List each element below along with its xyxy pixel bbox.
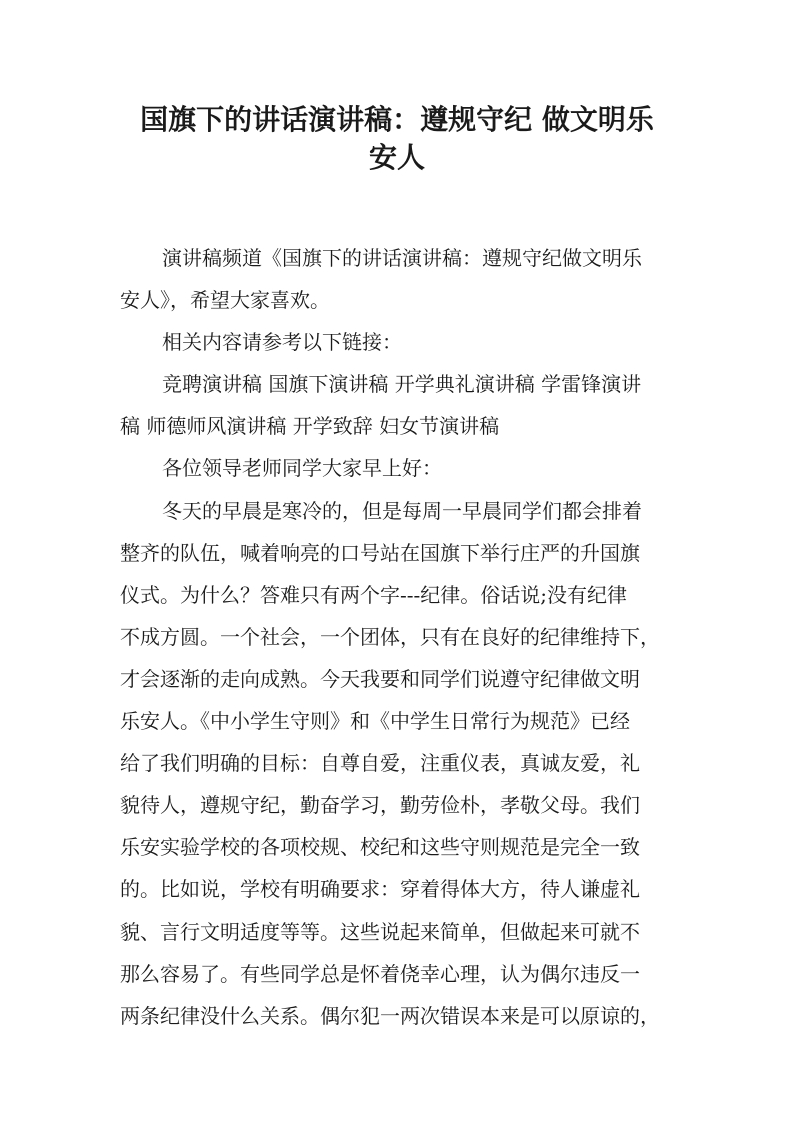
paragraph-line: 乐安实验学校的各项校规、校纪和这些守则规范是完全一致 xyxy=(120,835,640,860)
paragraph xyxy=(120,366,680,450)
paragraph-line: 稿 师德师风演讲稿 开学致辞 妇女节演讲稿 xyxy=(120,414,500,439)
document-title-line-1: 国旗下的讲话演讲稿：遵规守纪 做文明乐 xyxy=(140,103,654,136)
paragraph-line: 不成方圆。一个社会，一个团体，只有在良好的纪律维持下， xyxy=(120,624,660,649)
paragraph-line: 貌待人，遵规守纪，勤奋学习，勤劳俭朴，孝敬父母。我们 xyxy=(120,793,640,818)
paragraph-line: 的。比如说，学校有明确要求：穿着得体大方，待人谦虚礼 xyxy=(120,877,640,902)
paragraph-line: 那么容易了。有些同学总是怀着侥幸心理，认为偶尔违反一 xyxy=(120,961,640,986)
paragraph-line: 才会逐渐的走向成熟。今天我要和同学们说遵守纪律做文明 xyxy=(120,666,640,691)
document-body xyxy=(120,240,680,1040)
paragraph-line: 两条纪律没什么关系。偶尔犯一两次错误本来是可以原谅的， xyxy=(120,1003,660,1028)
paragraph-line: 安人》，希望大家喜欢。 xyxy=(120,288,330,313)
paragraph-line: 各位领导老师同学大家早上好： xyxy=(162,456,442,481)
paragraph-line: 冬天的早晨是寒冷的，但是每周一早晨同学们都会排着 xyxy=(162,498,642,523)
paragraph-line: 竞聘演讲稿 国旗下演讲稿 开学典礼演讲稿 学雷锋演讲 xyxy=(162,372,642,397)
paragraph xyxy=(120,324,680,366)
paragraph-line: 乐安人。《中小学生守则》和《中学生日常行为规范》已经 xyxy=(120,709,630,734)
paragraph-line: 给了我们明确的目标：自尊自爱，注重仪表，真诚友爱，礼 xyxy=(120,751,640,776)
paragraph-line: 貌、言行文明适度等等。这些说起来简单，但做起来可就不 xyxy=(120,919,640,944)
paragraph xyxy=(120,450,680,492)
paragraph-line: 仪式。为什么？答难只有两个字---纪律。俗话说;没有纪律 xyxy=(120,582,628,607)
paragraph-line: 演讲稿频道《国旗下的讲话演讲稿：遵规守纪做文明乐 xyxy=(162,246,642,270)
paragraph-line: 整齐的队伍，喊着响亮的口号站在国旗下举行庄严的升国旗 xyxy=(120,540,640,565)
paragraph xyxy=(120,240,680,324)
document-title-line-2: 安人 xyxy=(368,141,425,174)
paragraph-line: 相关内容请参考以下链接： xyxy=(162,330,402,355)
paragraph xyxy=(120,493,680,1040)
